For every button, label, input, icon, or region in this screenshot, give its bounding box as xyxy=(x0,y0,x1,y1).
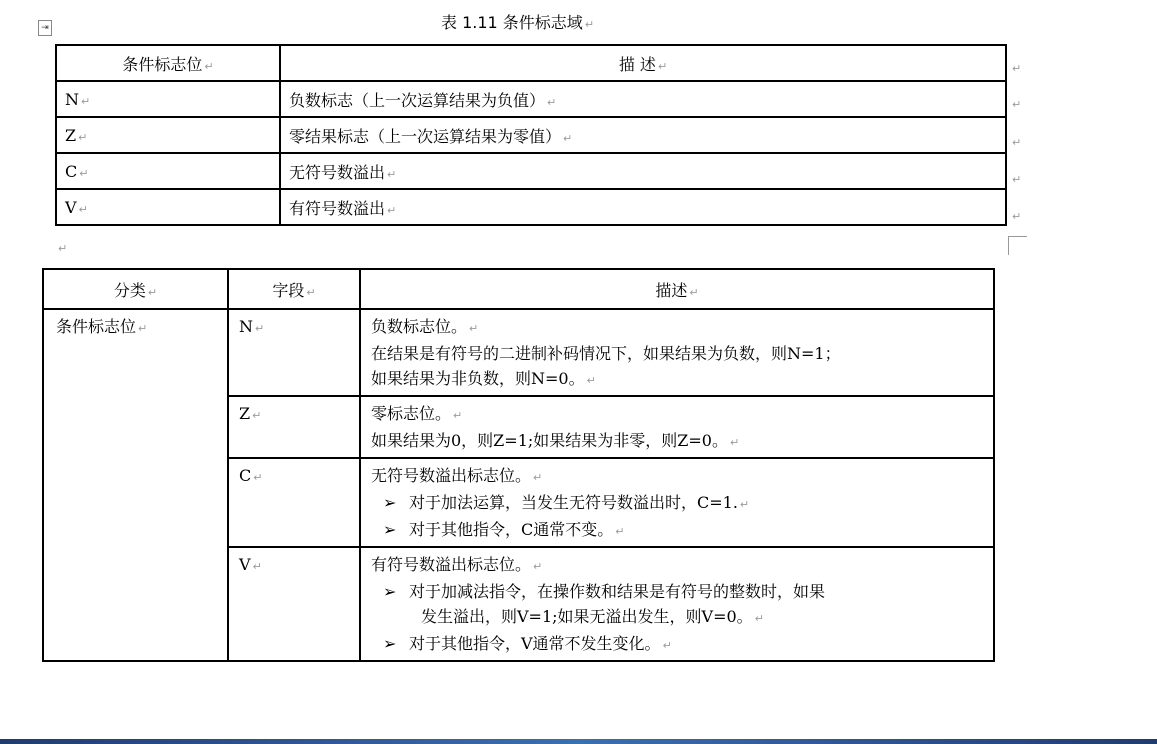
bullet-icon: ➢ xyxy=(383,493,397,512)
description-cell: 有符号数溢出 ↵ xyxy=(280,189,1006,225)
category-cell: 条件标志位 ↵ xyxy=(43,309,228,661)
flag-cell: C ↵ xyxy=(56,153,280,189)
row-end-mark: ↵ xyxy=(1012,210,1022,223)
flag-cell: N ↵ xyxy=(56,81,280,117)
table-row xyxy=(56,117,1006,153)
text-boundary-corner xyxy=(1008,236,1027,255)
column-header-description: 描 述 ↵ xyxy=(280,45,1006,81)
flag-cell: Z ↵ xyxy=(56,117,280,153)
column-header-description: 描述 ↵ xyxy=(360,269,994,309)
table-row xyxy=(56,81,1006,117)
table-caption: 表 1.11 条件标志域 ↵ xyxy=(441,13,595,32)
table-anchor-icon[interactable]: ⇥ xyxy=(38,20,52,36)
flag-field-table xyxy=(42,268,995,662)
column-header-field: 字段 ↵ xyxy=(228,269,360,309)
table-row xyxy=(56,153,1006,189)
table-row xyxy=(56,189,1006,225)
field-cell: C ↵ xyxy=(228,458,360,547)
column-header-flag: 条件标志位 ↵ xyxy=(56,45,280,81)
table-header-row xyxy=(56,45,1006,81)
description-cell: 负数标志位。 ↵ 在结果是有符号的二进制补码情况下，如果结果为负数，则N=1； 如果结果为非负数，则N=0。 ↵ xyxy=(360,309,994,396)
field-cell: V ↵ xyxy=(228,547,360,661)
column-header-category: 分类 ↵ xyxy=(43,269,228,309)
description-cell: 无符号数溢出 ↵ xyxy=(280,153,1006,189)
bullet-icon: ➢ xyxy=(383,582,397,601)
table-header-row xyxy=(43,269,994,309)
description-cell: 有符号数溢出标志位。 ↵ ➢ 对于加减法指令，在操作数和结果是有符号的整数时，如果 发生溢出，则V=1;如果无溢出发生，则V=0。 ↵ ➢ 对于其他指令，V通常不发生变化。 ↵ xyxy=(360,547,994,661)
bullet-icon: ➢ xyxy=(383,520,397,539)
row-end-mark: ↵ xyxy=(1012,136,1022,149)
field-cell: N ↵ xyxy=(228,309,360,396)
row-end-mark: ↵ xyxy=(1012,173,1022,186)
paragraph-mark: ↵ xyxy=(58,242,68,255)
description-cell: 零标志位。 ↵ 如果结果为0，则Z=1;如果结果为非零，则Z=0。 ↵ xyxy=(360,396,994,458)
description-cell: 无符号数溢出标志位。 ↵ ➢ 对于加法运算，当发生无符号数溢出时，C=1. ↵ ➢ 对于其他指令，C通常不变。 ↵ xyxy=(360,458,994,547)
table-row xyxy=(43,309,994,396)
field-cell: Z ↵ xyxy=(228,396,360,458)
bullet-icon: ➢ xyxy=(383,634,397,653)
description-cell: 负数标志（上一次运算结果为负值） ↵ xyxy=(280,81,1006,117)
taskbar-strip xyxy=(0,739,1157,744)
flag-cell: V ↵ xyxy=(56,189,280,225)
condition-flags-table xyxy=(55,44,1007,226)
description-cell: 零结果标志（上一次运算结果为零值） ↵ xyxy=(280,117,1006,153)
row-end-mark: ↵ xyxy=(1012,62,1022,75)
row-end-mark: ↵ xyxy=(1012,98,1022,111)
